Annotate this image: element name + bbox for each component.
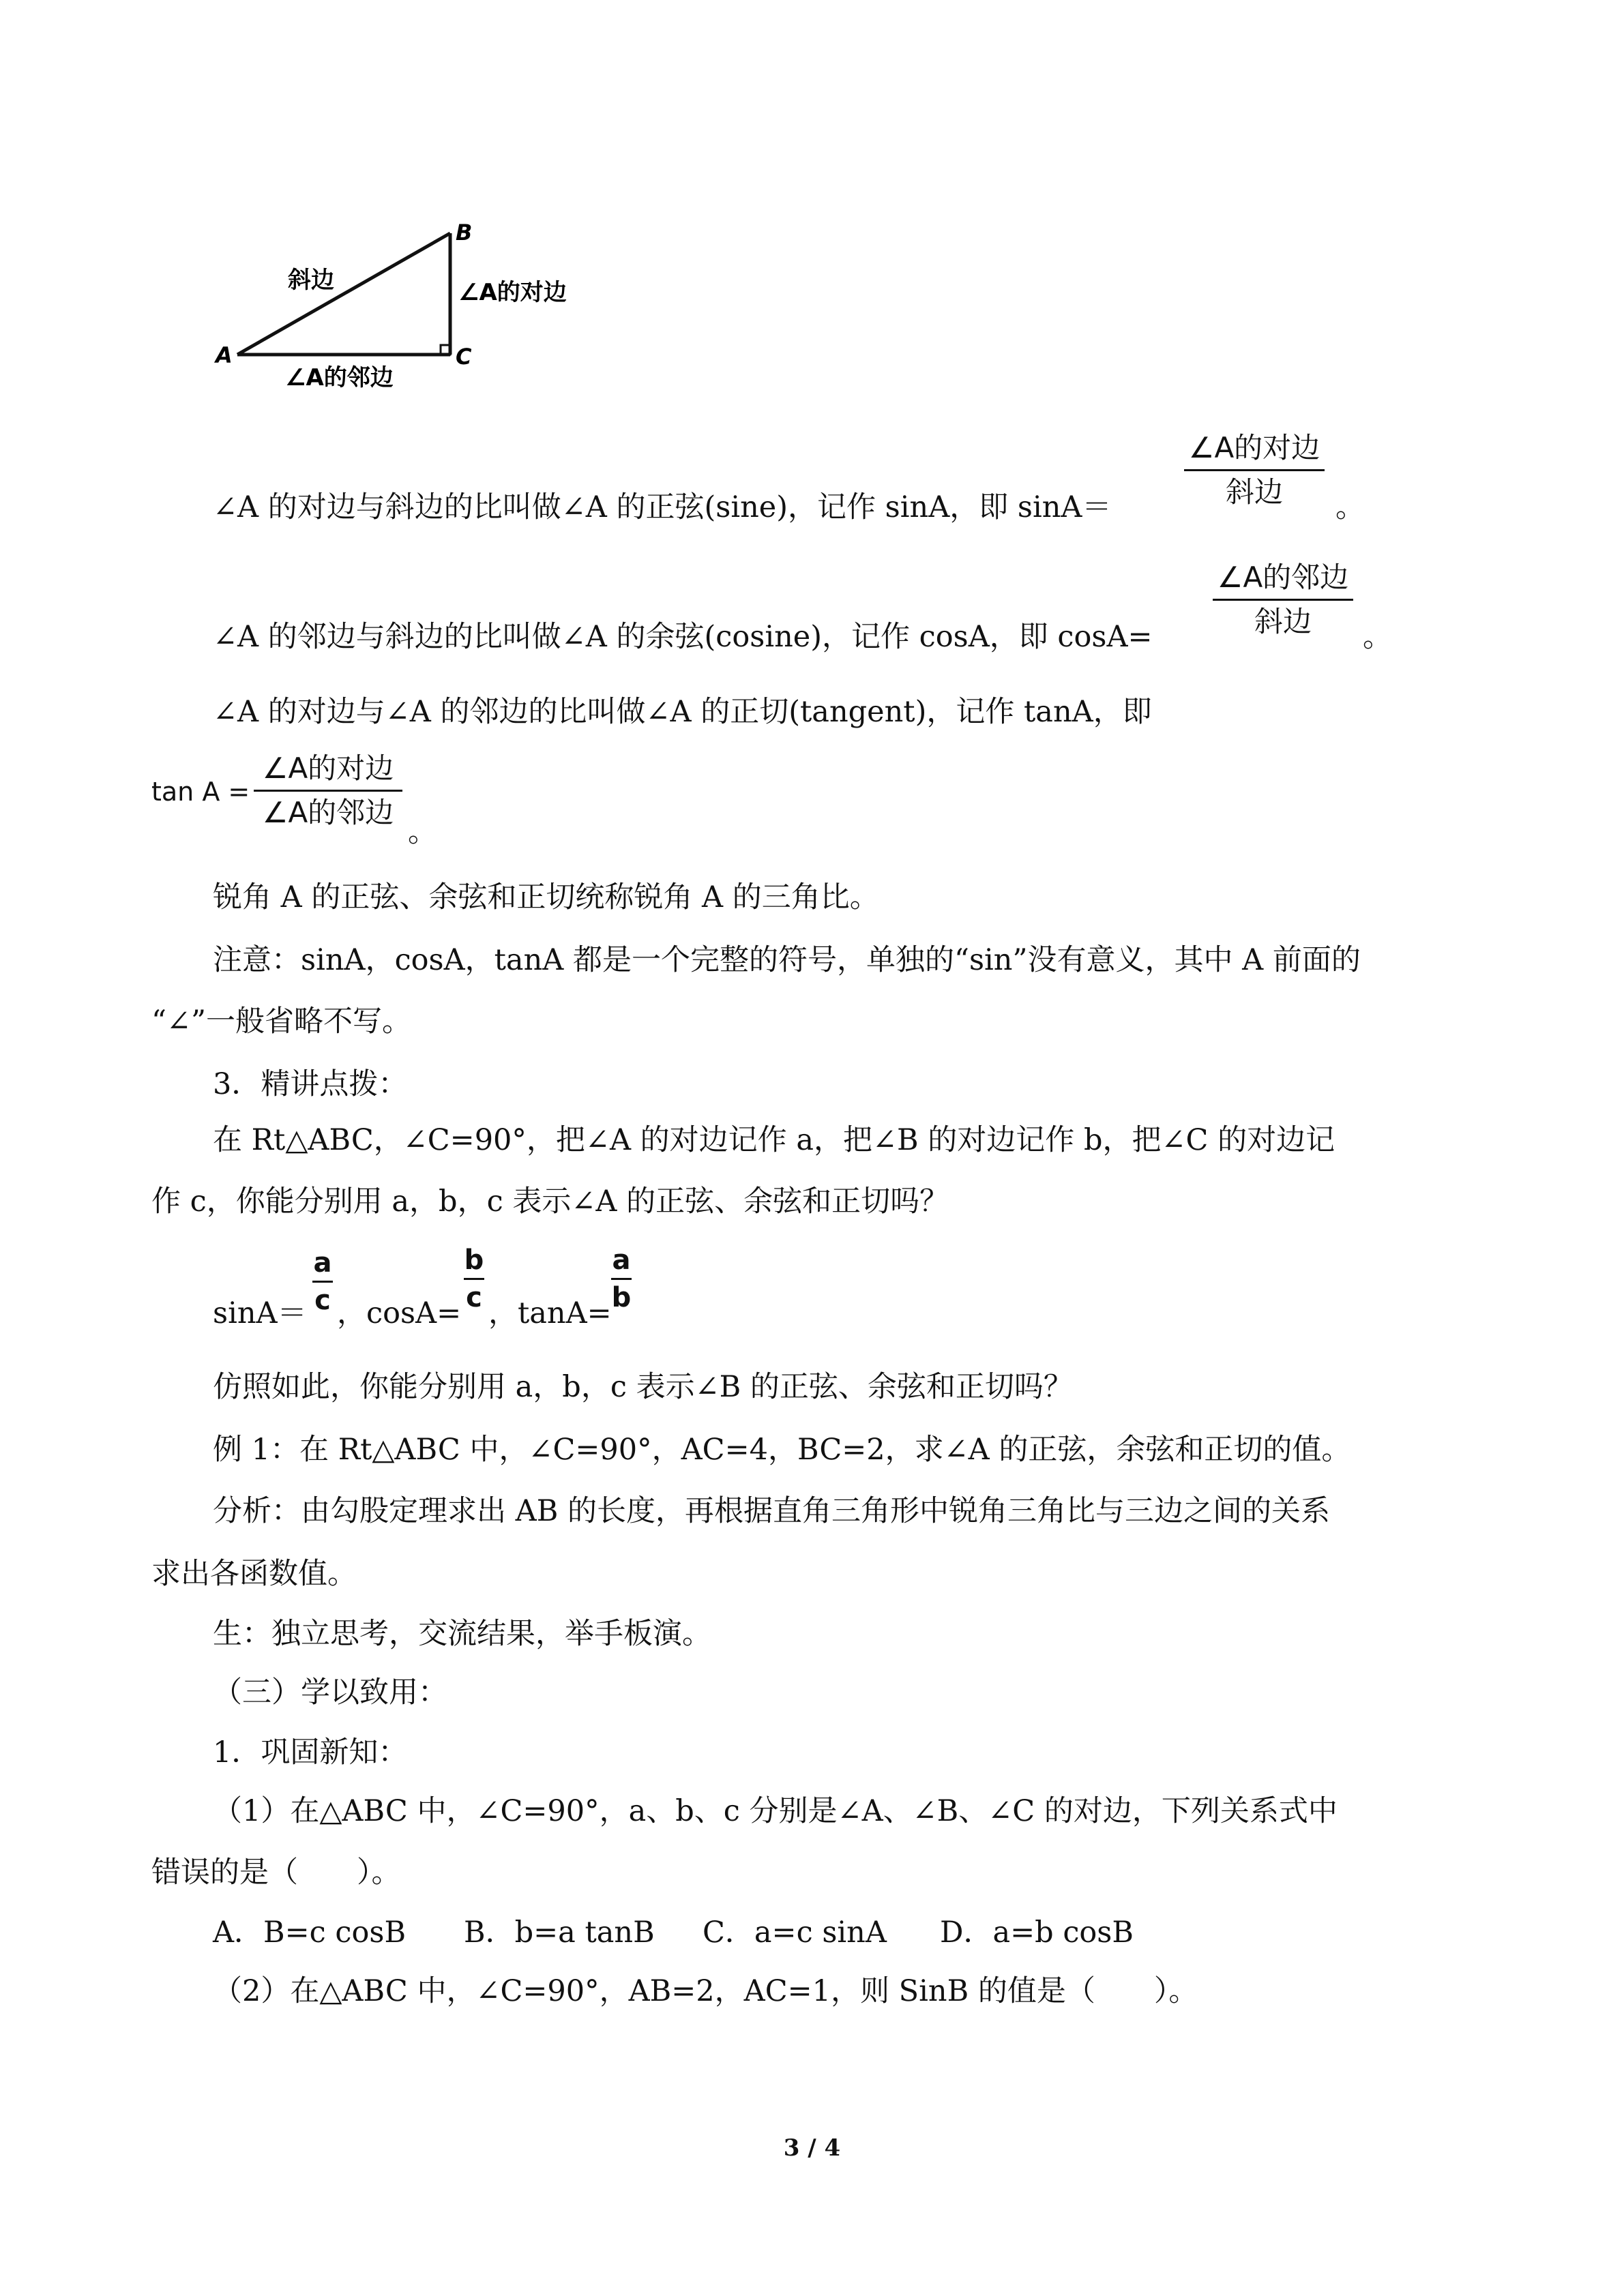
vertex-c-label: C [456,344,472,370]
exercise-2: （2）在△ABC 中，∠C=90°，AB=2，AC=1，则 SinB 的值是（ ）。 [213,1974,1198,2008]
consolidate-heading: 1．巩固新知： [213,1735,408,1770]
option-d: D．a=b cosB [940,1915,1134,1950]
cosine-end: 。 [1363,620,1392,654]
exercise-1-line-1: （1）在△ABC 中，∠C=90°，a、b、c 分别是∠A、∠B、∠C 的对边，下列关系式中 [213,1794,1338,1828]
tangent-numerator: ∠A的对边 [262,751,394,785]
fraction-bar [254,790,402,792]
note-line-1: 注意：sinA，cosA，tanA 都是一个完整的符号，单独的“sin”没有意义，其中 A 前面的 [213,943,1361,977]
sine-definition: ∠A 的对边与斜边的比叫做∠A 的正弦(sine)，记作 sinA，即 sinA＝ [213,490,1112,524]
adjacent-label: ∠A的邻边 [285,364,394,391]
sine-numerator: ∠A的对边 [1188,431,1320,464]
note-line-2: “∠”一般省略不写。 [151,1004,411,1039]
trig-summary: 锐角 A 的正弦、余弦和正切统称锐角 A 的三角比。 [213,880,879,914]
fraction-bar [1213,599,1353,601]
analysis-line-1: 分析：由勾股定理求出 AB 的长度，再根据直角三角形中锐角三角比与三边之间的关系 [213,1494,1330,1528]
vertex-b-label: B [456,220,473,245]
student-activity: 生：独立思考，交流结果，举手板演。 [213,1617,711,1651]
answer-sin-label: sinA＝ [213,1296,307,1330]
page-number: 3 / 4 [783,2134,841,2162]
answer-sin-fraction [312,1248,333,1315]
answer-sin-denominator: c [314,1285,331,1316]
question-line-2: 作 c，你能分别用 a，b，c 表示∠A 的正弦、余弦和正切吗？ [151,1184,949,1219]
cosine-denominator: 斜边 [1254,605,1312,638]
answer-cos-numerator: b [464,1244,484,1276]
hypotenuse-label: 斜边 [288,267,334,294]
fraction-bar [1184,469,1325,471]
exercise-1-line-2: 错误的是（ ）。 [151,1855,401,1890]
cosine-definition: ∠A 的邻边与斜边的比叫做∠A 的余弦(cosine)，记作 cosA，即 cosA= [213,620,1153,654]
option-a: A．B=c cosB [213,1915,407,1950]
answer-cos-fraction [464,1245,484,1313]
tangent-definition: ∠A 的对边与∠A 的邻边的比叫做∠A 的正切(tangent)，记作 tanA，即 [213,695,1152,729]
example-1: 例 1：在 Rt△ABC 中，∠C=90°，AC=4，BC=2，求∠A 的正弦，余弦和正切的值。 [213,1433,1351,1467]
tangent-end: 。 [408,815,437,849]
section-heading-3: 3．精讲点拨： [213,1067,408,1101]
cosine-fraction [1213,559,1353,640]
fraction-bar [312,1281,333,1283]
answer-cos-denominator: c [466,1282,482,1313]
vertex-a-label: A [216,342,233,368]
follow-up-question: 仿照如此，你能分别用 a，b，c 表示∠B 的正弦、余弦和正切吗？ [213,1370,1073,1404]
answer-tan-label: ，tanA= [488,1296,612,1330]
analysis-line-2: 求出各函数值。 [151,1557,357,1591]
cosine-numerator: ∠A的邻边 [1217,561,1349,594]
opposite-label: ∠A的对边 [458,279,567,306]
answer-tan-numerator: a [612,1244,631,1276]
answer-cos-label: ，cosA= [337,1296,462,1330]
fraction-bar [611,1278,632,1280]
tan-label: tan A = [151,777,250,807]
answer-tan-denominator: b [611,1282,632,1313]
option-c: C．a=c sinA [703,1915,887,1950]
answer-tan-fraction [611,1245,632,1313]
part-3-heading: （三）学以致用： [213,1675,447,1710]
answer-sin-numerator: a [313,1247,332,1279]
sine-fraction [1184,430,1325,511]
option-b: B．b=a tanB [464,1915,655,1950]
tangent-denominator: ∠A的邻边 [262,796,394,829]
question-line-1: 在 Rt△ABC，∠C=90°，把∠A 的对边记作 a，把∠B 的对边记作 b，把∠C 的对边记 [213,1123,1335,1157]
sine-end: 。 [1335,490,1365,524]
fraction-bar [464,1278,484,1280]
hypotenuse-line [237,233,450,355]
sine-denominator: 斜边 [1225,475,1283,509]
right-triangle-figure [205,211,587,396]
tangent-fraction [254,750,402,831]
